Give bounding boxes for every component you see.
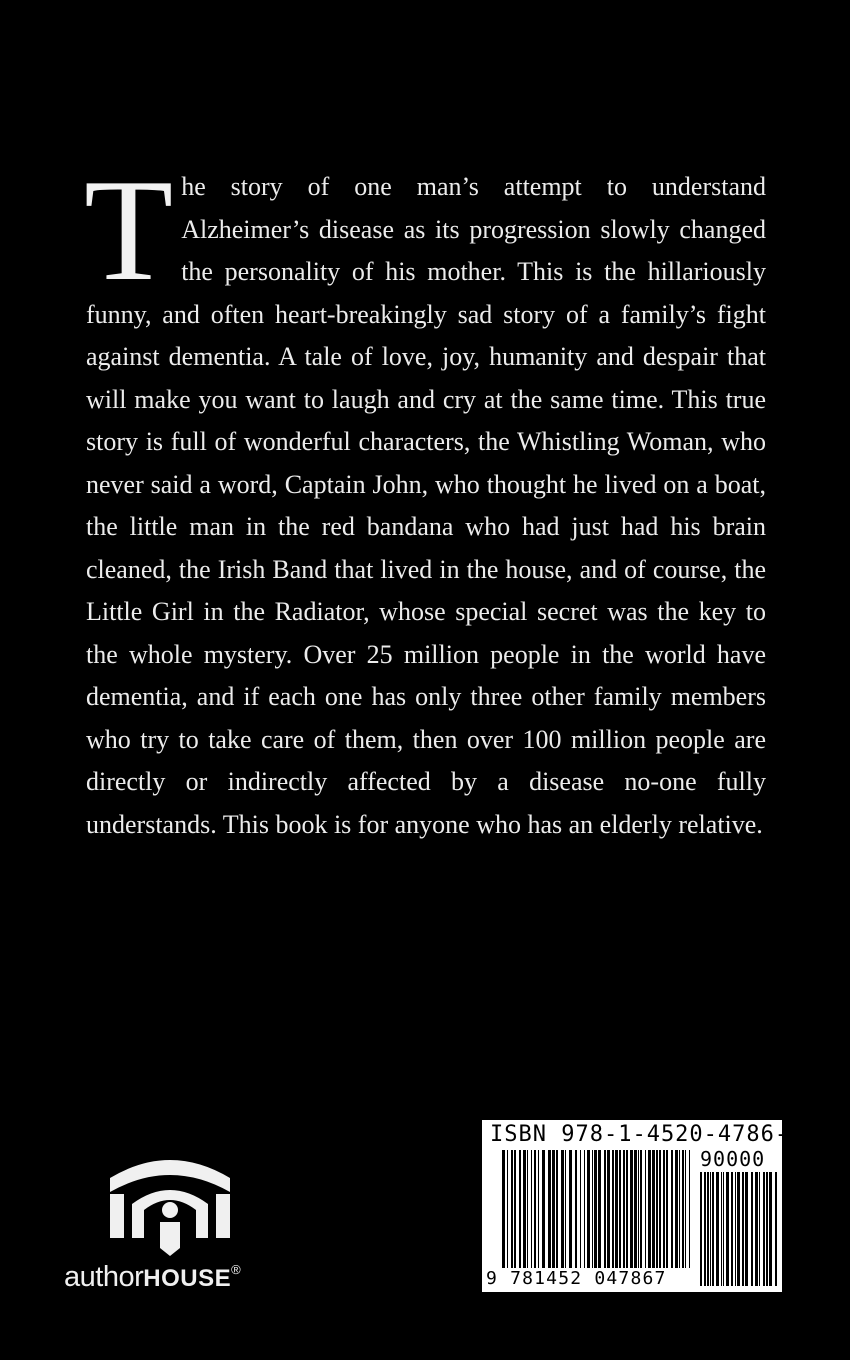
barcode-bar: [735, 1172, 736, 1286]
barcode-bar: [604, 1150, 606, 1268]
barcode-bar: [531, 1150, 532, 1268]
barcode-bar: [755, 1172, 758, 1286]
barcode-bar: [534, 1150, 536, 1268]
barcode-bar: [721, 1172, 722, 1286]
back-cover-blurb: [84, 149, 766, 846]
barcode-bar: [548, 1150, 551, 1268]
barcode-bar: [511, 1150, 513, 1268]
barcode-bar: [679, 1150, 680, 1268]
barcode-bar: [514, 1150, 516, 1268]
barcode-bar: [634, 1150, 637, 1268]
barcode-bar: [685, 1150, 686, 1268]
barcode-bar: [682, 1150, 684, 1268]
barcode-bar: [775, 1172, 777, 1286]
barcode-bar: [612, 1150, 614, 1268]
barcode-bar: [584, 1150, 585, 1268]
barcode-bar: [666, 1150, 668, 1268]
barcode-bar: [645, 1150, 646, 1268]
barcode-bar: [671, 1150, 673, 1268]
barcode-bar: [592, 1150, 593, 1268]
barcode-bar: [716, 1172, 719, 1286]
barcode-bar: [689, 1150, 690, 1268]
barcode-bar: [763, 1172, 765, 1286]
barcode-bar: [737, 1172, 740, 1286]
barcode-bar: [742, 1172, 744, 1286]
barcode-bar: [587, 1150, 590, 1268]
barcode-bar: [663, 1150, 665, 1268]
barcode-bar: [561, 1150, 564, 1268]
barcode-bar: [707, 1172, 709, 1286]
barcode-bar: [745, 1172, 748, 1286]
barcode-bar: [640, 1150, 642, 1268]
barcode-bar: [751, 1172, 753, 1286]
barcode-bar: [659, 1150, 661, 1268]
publisher-name-part1: author: [64, 1261, 144, 1293]
barcode-bar: [638, 1150, 639, 1268]
house-book-icon: [104, 1148, 236, 1258]
barcode-bar: [619, 1150, 621, 1268]
barcode-bar: [675, 1150, 678, 1268]
drop-cap: T: [84, 149, 174, 311]
barcode-bar: [726, 1172, 729, 1286]
barcode-bar: [700, 1172, 702, 1286]
barcode-bar: [556, 1150, 558, 1268]
barcode-digits: 9 781452 047867: [486, 1268, 667, 1289]
barcode-bar: [766, 1172, 768, 1286]
barcode-bar: [723, 1172, 724, 1286]
barcode-bar: [552, 1150, 555, 1268]
barcode-bar: [759, 1172, 760, 1286]
barcode-bar: [652, 1150, 655, 1268]
barcode-bar: [519, 1150, 521, 1268]
barcode-bar: [542, 1150, 545, 1268]
barcode-bar: [769, 1172, 772, 1286]
isbn-barcode: [482, 1120, 804, 1292]
publisher-wordmark: [64, 1261, 240, 1294]
barcode-bar: [710, 1172, 711, 1286]
barcode-bar: [626, 1150, 628, 1268]
barcode-bar: [704, 1172, 706, 1286]
barcode-bar: [507, 1150, 508, 1268]
barcode-bar: [615, 1150, 618, 1268]
barcode-bar: [607, 1150, 610, 1268]
barcode-bar: [502, 1150, 505, 1268]
barcode-bar: [712, 1172, 714, 1286]
barcode-bar: [598, 1150, 601, 1268]
publisher-name-part2: HOUSE: [143, 1265, 232, 1292]
barcode-bar: [630, 1150, 633, 1268]
isbn-label: ISBN 978-1-4520-4786-7: [490, 1122, 804, 1147]
barcode-bar: [565, 1150, 566, 1268]
publisher-logo: [64, 1148, 284, 1308]
price-addon: 90000: [700, 1147, 766, 1171]
barcode-bar: [648, 1150, 651, 1268]
barcode-bar: [623, 1150, 625, 1268]
barcode-bar: [731, 1172, 733, 1286]
registered-mark: ®: [231, 1262, 241, 1277]
barcode-bar: [569, 1150, 572, 1268]
barcode-bar: [523, 1150, 526, 1268]
barcode-bar: [538, 1150, 539, 1268]
barcode-bar: [594, 1150, 597, 1268]
barcode-bar: [527, 1150, 528, 1268]
barcode-bar: [580, 1150, 581, 1268]
barcode-bar: [656, 1150, 658, 1268]
barcode-bar: [575, 1150, 577, 1268]
blurb-text: he story of one man’s attempt to understand Alzheimer’s disease as its progression slowly changed the personality of his mother. This is the hillariously funny, and often heart-breakingly sad story of a family’s fight against dementia. A tale of love, joy, humanity and despair that will make you want to laugh and cry at the same time. This true story is full of wonderful characters, the Whistling Woman, who never said a word, Captain John, who thought he lived on a boat, the little man in the red bandana who had just had his brain cleaned, the Irish Band that lived in the house, and of course, the Little Girl in the Radiator, whose special secret was the key to the whole mystery. Over 25 million people in the world have dementia, and if each one has only three other family members who try to take care of them, then over 100 million people are directly or indirectly affected by a disease no-one fully understands. This book is for anyone who has an elderly relative.: [86, 172, 766, 839]
